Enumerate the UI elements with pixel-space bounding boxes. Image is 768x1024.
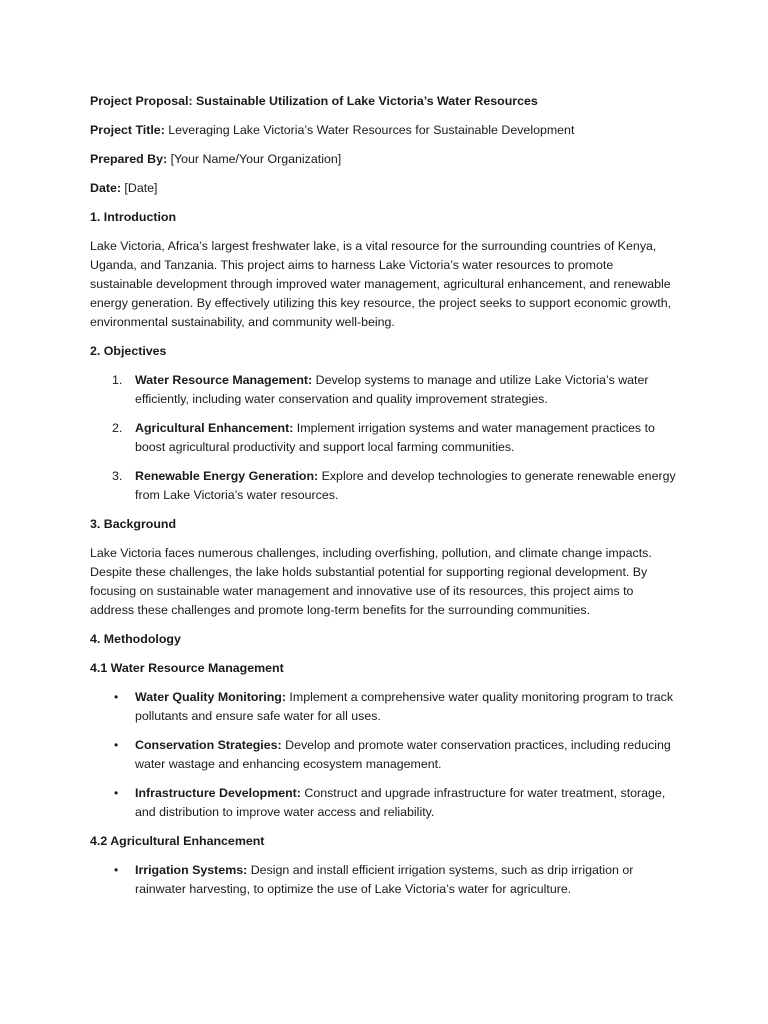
project-title-label: Project Title:	[90, 123, 165, 137]
list-item	[90, 736, 678, 774]
prepared-by-line	[90, 150, 678, 169]
objective-label: Renewable Energy Generation:	[135, 469, 319, 483]
prepared-by-label: Prepared By:	[90, 152, 168, 166]
list-item	[90, 688, 678, 726]
bullet-icon: •	[114, 786, 119, 800]
item-label: Irrigation Systems:	[135, 863, 248, 877]
date-label: Date:	[90, 181, 121, 195]
date-line	[90, 179, 678, 198]
objective-label: Water Resource Management:	[135, 373, 313, 387]
bullet-icon: •	[114, 863, 119, 877]
objectives-heading: 2. Objectives	[90, 344, 167, 358]
prepared-by-value: [Your Name/Your Organization]	[167, 152, 342, 166]
item-label: Water Quality Monitoring:	[135, 690, 286, 704]
objectives-list	[90, 371, 678, 505]
water-management-list	[90, 688, 678, 822]
methodology-heading: 4. Methodology	[90, 632, 181, 646]
project-title-line	[90, 121, 678, 140]
item-label: Infrastructure Development:	[135, 786, 301, 800]
list-item	[90, 784, 678, 822]
background-paragraph: Lake Victoria faces numerous challenges, including overfishing, pollution, and climate change impacts. Despite these challenges, the lake holds substantial potential for supporting regional development. By focusing on sustainable water management and innovative use of its resources, this project aims to address these challenges and promote long-term benefits for the surrounding communities.	[90, 546, 652, 617]
bullet-icon: •	[114, 690, 119, 704]
objective-item	[90, 467, 678, 505]
objective-text: Implement irrigation systems and water management practices to boost agricultural productivity and support local farming communities.	[135, 421, 655, 454]
bullet-icon: •	[114, 738, 119, 752]
item-text: Implement a comprehensive water quality monitoring program to track pollutants and ensure safe water for all uses.	[135, 690, 674, 723]
agricultural-enhancement-heading: 4.2 Agricultural Enhancement	[90, 834, 265, 848]
list-number: 2.	[112, 421, 123, 435]
item-label: Conservation Strategies:	[135, 738, 282, 752]
objective-item	[90, 371, 678, 409]
item-text: Design and install efficient irrigation systems, such as drip irrigation or rainwater harvesting, to optimize the use of Lake Victoria’s water for agriculture.	[135, 863, 634, 896]
water-management-heading: 4.1 Water Resource Management	[90, 661, 284, 675]
list-number: 1.	[112, 373, 123, 387]
item-text: Construct and upgrade infrastructure for water treatment, storage, and distribution to improve water access and reliability.	[135, 786, 666, 819]
agricultural-enhancement-list	[90, 861, 678, 899]
introduction-heading: 1. Introduction	[90, 210, 177, 224]
objective-label: Agricultural Enhancement:	[135, 421, 294, 435]
objective-text: Develop systems to manage and utilize Lake Victoria’s water efficiently, including water conservation and quality improvement strategies.	[135, 373, 649, 406]
introduction-paragraph: Lake Victoria, Africa’s largest freshwater lake, is a vital resource for the surrounding countries of Kenya, Uganda, and Tanzania. This project aims to harness Lake Victoria’s water resources to promote sustainable development through improved water management, agricultural enhancement, and renewable energy generation. By effectively utilizing this key resource, the project seeks to support economic growth, environmental sustainability, and community well-being.	[90, 239, 672, 329]
date-value: [Date]	[120, 181, 158, 195]
background-heading: 3. Background	[90, 517, 177, 531]
list-item	[90, 861, 678, 899]
objective-text: Explore and develop technologies to generate renewable energy from Lake Victoria’s water resources.	[135, 469, 676, 502]
project-title-value: Leveraging Lake Victoria’s Water Resources for Sustainable Development	[164, 123, 575, 137]
document-title: Project Proposal: Sustainable Utilization of Lake Victoria’s Water Resources	[90, 94, 538, 108]
item-text: Develop and promote water conservation practices, including reducing water wastage and enhancing ecosystem management.	[135, 738, 671, 771]
objective-item	[90, 419, 678, 457]
list-number: 3.	[112, 469, 123, 483]
